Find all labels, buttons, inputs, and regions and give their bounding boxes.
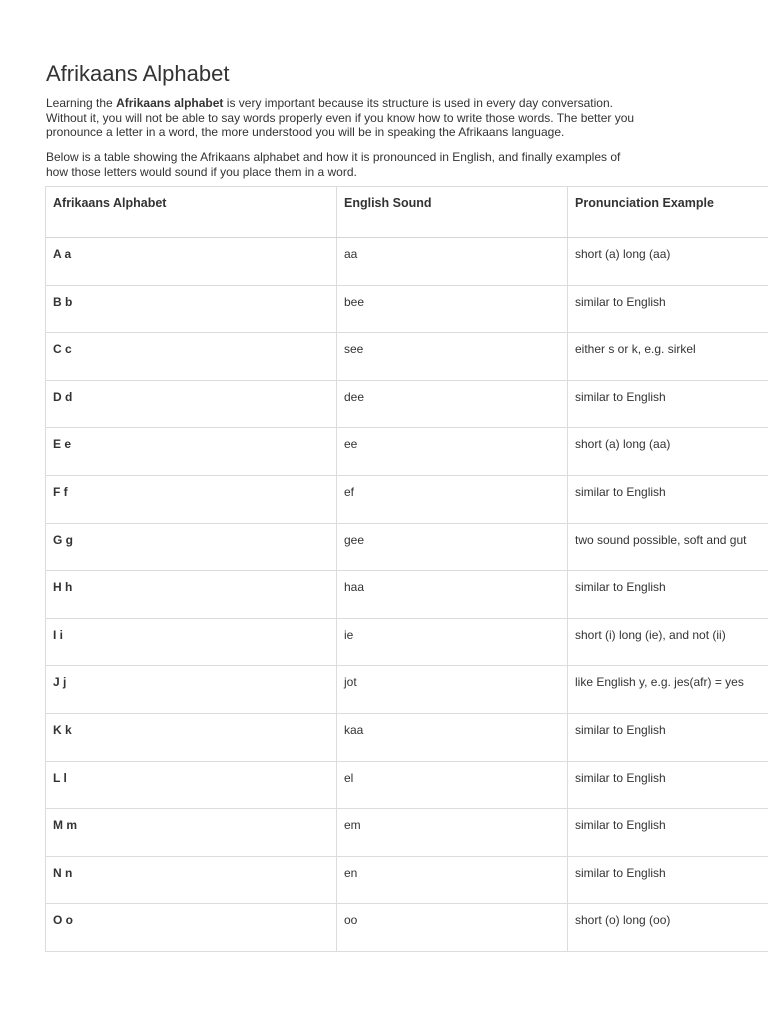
intro-line-3: pronounce a letter in a word, the more understood you will be in speaking the Afrikaans language. (46, 125, 565, 140)
table-row (46, 238, 768, 286)
description-line-1: Below is a table showing the Afrikaans alphabet and how it is pronounced in English, and finally examples of (46, 150, 621, 164)
cell-letter: I i (46, 619, 337, 666)
table-row (46, 619, 768, 667)
table-row (46, 857, 768, 905)
header-english-sound: English Sound (337, 187, 568, 237)
header-afrikaans-alphabet: Afrikaans Alphabet (46, 187, 337, 237)
cell-pronunciation-example: two sound possible, soft and gut (575, 532, 747, 547)
cell-letter: K k (46, 714, 337, 761)
cell-letter: F f (46, 476, 337, 523)
cell-pronunciation-example: short (o) long (oo) (575, 913, 671, 928)
cell-english-sound: ef (337, 476, 568, 523)
table-row (46, 762, 768, 810)
cell-letter: H h (46, 571, 337, 618)
intro-text-start: Learning the (46, 96, 117, 110)
cell-english-sound: bee (337, 286, 568, 333)
cell-pronunciation-example: similar to English (575, 294, 666, 309)
cell-english-sound: em (337, 809, 568, 856)
cell-letter: A a (46, 238, 337, 285)
intro-text-end: is very important because its structure is used in every day conversation. (223, 96, 613, 110)
cell-pronunciation-example: similar to English (575, 770, 666, 785)
cell-pronunciation-example: short (a) long (aa) (575, 437, 671, 452)
table-row (46, 809, 768, 857)
cell-pronunciation-example: short (i) long (ie), and not (ii) (575, 627, 726, 642)
cell-letter: D d (46, 381, 337, 428)
cell-pronunciation-example: similar to English (575, 389, 666, 404)
cell-pronunciation-example: similar to English (575, 818, 666, 833)
intro-paragraph (46, 96, 726, 140)
cell-letter: G g (46, 524, 337, 571)
cell-english-sound: gee (337, 524, 568, 571)
cell-english-sound: aa (337, 238, 568, 285)
cell-letter: E e (46, 428, 337, 475)
cell-pronunciation-example: similar to English (575, 484, 666, 499)
cell-english-sound: oo (337, 904, 568, 951)
cell-english-sound: ie (337, 619, 568, 666)
cell-letter: O o (46, 904, 337, 951)
cell-pronunciation-example: similar to English (575, 722, 666, 737)
table-row (46, 428, 768, 476)
cell-letter: C c (46, 333, 337, 380)
cell-letter: M m (46, 809, 337, 856)
cell-english-sound: kaa (337, 714, 568, 761)
cell-pronunciation-example: either s or k, e.g. sirkel (575, 342, 696, 357)
cell-letter: N n (46, 857, 337, 904)
cell-pronunciation-example: similar to English (575, 580, 666, 595)
table-row (46, 381, 768, 429)
cell-english-sound: haa (337, 571, 568, 618)
cell-english-sound: ee (337, 428, 568, 475)
table-row (46, 666, 768, 714)
cell-pronunciation-example: short (a) long (aa) (575, 247, 671, 261)
cell-pronunciation-example: similar to English (575, 865, 666, 880)
header-pronunciation-example: Pronunciation Example (575, 196, 714, 210)
table-row (46, 333, 768, 381)
table-header-row (46, 187, 768, 238)
page-title: Afrikaans Alphabet (46, 61, 230, 86)
cell-letter: B b (46, 286, 337, 333)
table-row (46, 904, 768, 952)
description-paragraph (46, 150, 726, 179)
table-row (46, 524, 768, 572)
table-row (46, 571, 768, 619)
cell-english-sound: dee (337, 381, 568, 428)
cell-letter: L l (46, 762, 337, 809)
cell-pronunciation-example: like English y, e.g. jes(afr) = yes (575, 675, 744, 690)
table-row (46, 476, 768, 524)
intro-line-2: Without it, you will not be able to say words properly even if you know how to write those words. The better you (46, 110, 635, 125)
table-body (46, 238, 768, 952)
alphabet-table (45, 186, 768, 952)
table-row (46, 714, 768, 762)
cell-english-sound: jot (337, 666, 568, 713)
intro-bold-term: Afrikaans alphabet (116, 96, 224, 110)
cell-letter: J j (46, 666, 337, 713)
description-line-2: how those letters would sound if you place them in a word. (46, 164, 357, 179)
table-row (46, 286, 768, 334)
cell-english-sound: see (337, 333, 568, 380)
cell-english-sound: el (337, 762, 568, 809)
cell-english-sound: en (337, 857, 568, 904)
